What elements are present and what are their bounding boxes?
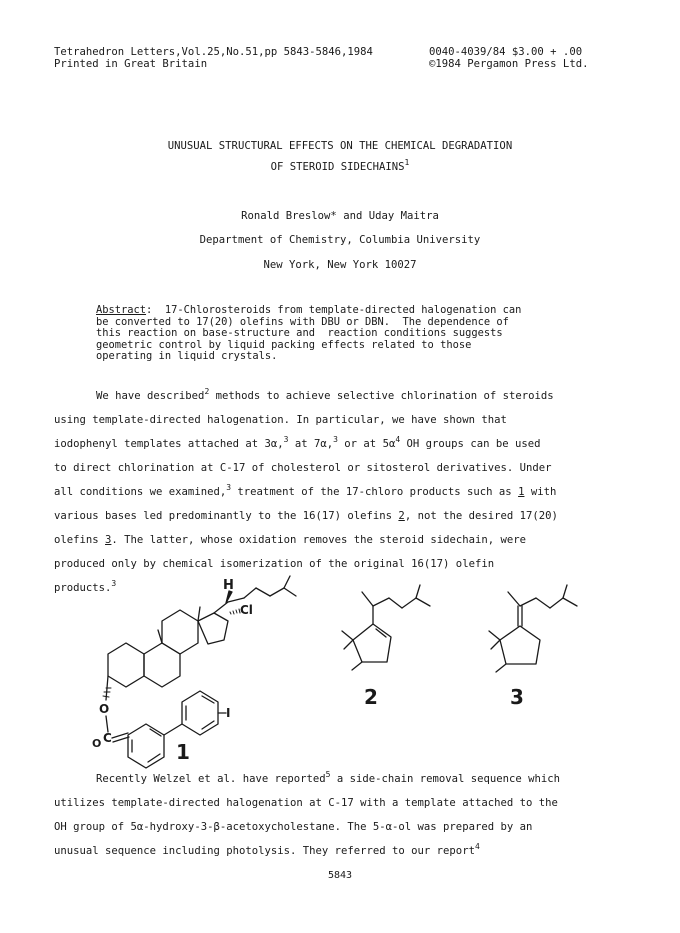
abstract: Abstract: 17-Chlorosteroids from template-directed halogenation can be converted to 17(20) olefins with DBU or DBN. The dependence of this reaction on base-structure and reaction conditions suggests geometric control by liquid packing effects related to those operating in liquid crystals. bbox=[96, 304, 522, 363]
printed-in: Printed in Great Britain bbox=[54, 58, 208, 70]
paper-title-line1: UNUSUAL STRUCTURAL EFFECTS ON THE CHEMICAL DEGRADATION bbox=[167, 140, 513, 152]
para1-line: produced only by chemical isomerization of the original 16(17) olefin bbox=[54, 558, 495, 570]
para1-line: olefins 3. The latter, whose oxidation removes the steroid sidechain, were bbox=[54, 534, 526, 546]
label-O-carbonyl: O bbox=[92, 737, 102, 750]
para1-line: all conditions we examined,$^3$ treatment of the 17-chloro products such as 1 with bbox=[54, 483, 557, 498]
paper-title-line2: OF STEROID SIDECHAINS$^1$ bbox=[270, 158, 410, 173]
compound-2-label: 2 bbox=[364, 685, 378, 709]
para2-line: Recently Welzel et al. have reported$^5$ a side-chain removal sequence which bbox=[96, 770, 561, 785]
abstract-label: Abstract bbox=[96, 304, 147, 316]
journal-citation: Tetrahedron Letters,Vol.25,No.51,pp 5843-5846,1984 bbox=[54, 46, 373, 58]
para2-line: utilizes template-directed halogenation at C-17 with a template attached to the bbox=[54, 797, 558, 809]
chemical-structures-figure bbox=[0, 570, 680, 770]
para1-line: products.$^3$ bbox=[54, 579, 117, 594]
label-C: C bbox=[103, 731, 112, 745]
address: New York, New York 10027 bbox=[263, 259, 417, 271]
compound-1-label: 1 bbox=[176, 740, 190, 764]
label-Cl: Cl bbox=[240, 603, 253, 617]
label-O: O bbox=[99, 702, 110, 716]
authors: Ronald Breslow* and Uday Maitra bbox=[241, 210, 439, 222]
issn-price: 0040-4039/84 $3.00 + .00 bbox=[429, 46, 583, 58]
para1-line: using template-directed halogenation. In particular, we have shown that bbox=[54, 414, 507, 426]
affiliation: Department of Chemistry, Columbia University bbox=[199, 234, 481, 246]
compound-3-structure bbox=[489, 585, 577, 672]
compound-1-structure bbox=[103, 576, 296, 768]
para1-line: iodophenyl templates attached at 3α,$^3$ at 7α,$^3$ or at $5\alpha^4$ OH groups can be used bbox=[54, 435, 541, 450]
copyright: ©1984 Pergamon Press Ltd. bbox=[429, 58, 589, 70]
label-I: I bbox=[226, 706, 231, 720]
para1-line: We have described$^2$ methods to achieve selective chlorination of steroids bbox=[96, 387, 554, 402]
para1-line: various bases led predominantly to the 16(17) olefins 2, not the desired 17(20) bbox=[54, 510, 558, 522]
label-H: H bbox=[223, 578, 234, 593]
para2-line: OH group of 5α-hydroxy-3-β-acetoxycholestane. The 5-α-ol was prepared by an bbox=[54, 821, 533, 833]
compound-3-label: 3 bbox=[510, 685, 524, 709]
page-number: 5843 bbox=[327, 870, 353, 881]
para2-line: unusual sequence including photolysis. They referred to our report$^4$ bbox=[54, 842, 480, 857]
para1-line: to direct chlorination at C-17 of cholesterol or sitosterol derivatives. Under bbox=[54, 462, 552, 474]
compound-2-structure bbox=[342, 585, 430, 670]
